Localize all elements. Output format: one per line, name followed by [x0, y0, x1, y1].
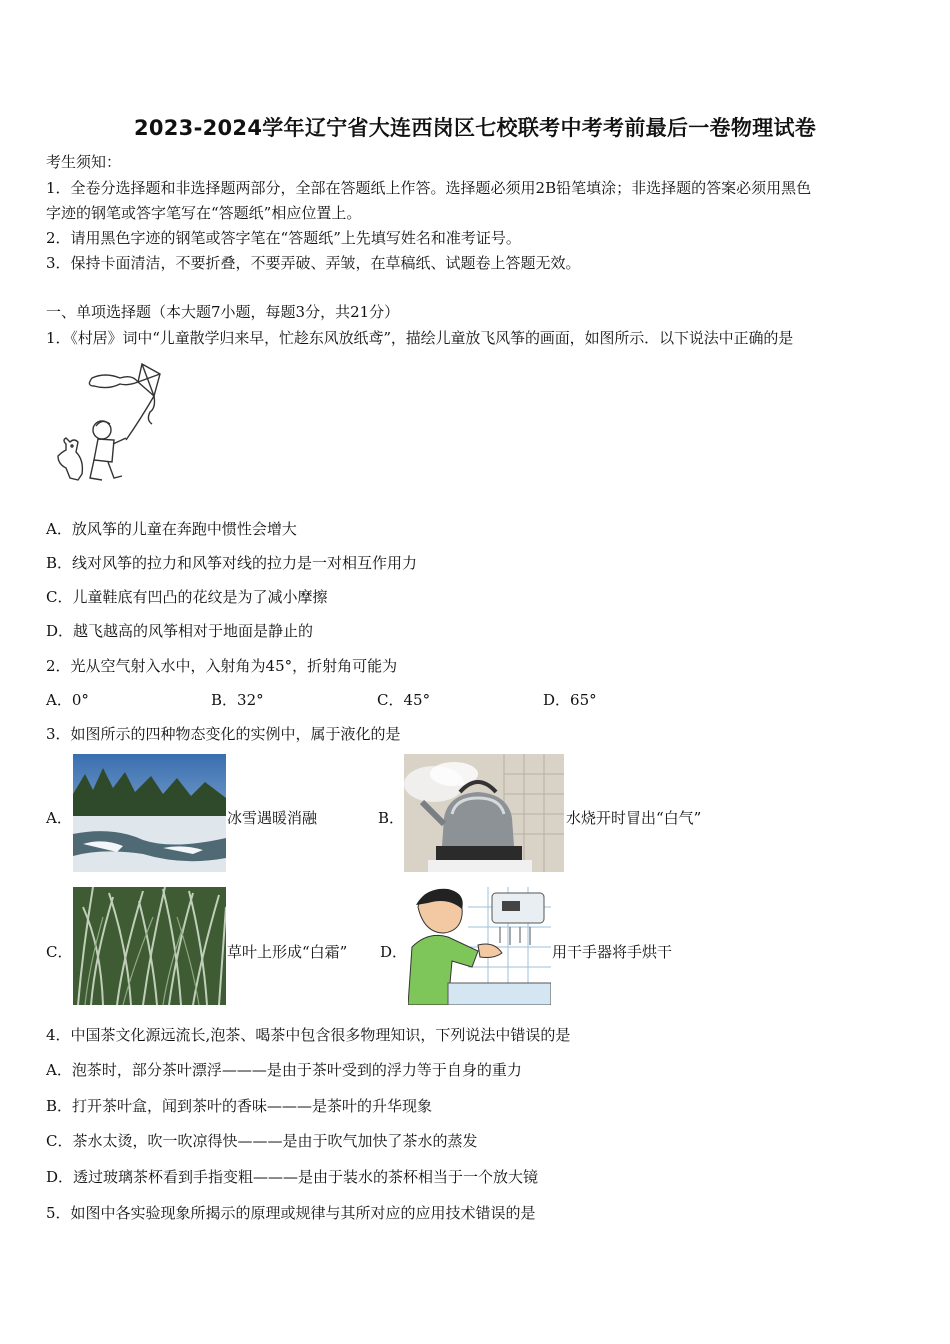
question-3-option-c-letter: C．: [46, 943, 73, 961]
notice-item: 3．保持卡面清洁，不要折叠，不要弄破、弄皱，在草稿纸、试题卷上答题无效。: [46, 254, 581, 272]
section-heading: 一、单项选择题（本大题7小题，每题3分，共21分）: [46, 303, 400, 321]
question-3-option-a-text: 冰雪遇暖消融: [227, 809, 318, 827]
question-3-option-d-text: 用干手器将手烘干: [552, 943, 673, 961]
question-5-stem: 5．如图中各实验现象所揭示的原理或规律与其所对应的应用技术错误的是: [46, 1204, 536, 1222]
question-1-stem: 1．《村居》词中“儿童散学归来早，忙趁东风放纸鸢”，描绘儿童放飞风筝的画面，如图所示．以下说法中正确的是: [46, 329, 794, 347]
notice-heading: 考生须知：: [46, 153, 122, 171]
notice-item: 1．全卷分选择题和非选择题两部分，全部在答题纸上作答。选择题必须用2B铅笔填涂；非选择题的答案必须用黑色: [46, 179, 812, 197]
question-2-option-a: A．0°: [46, 691, 89, 709]
question-3-option-b-text: 水烧开时冒出“白气”: [566, 809, 702, 827]
question-4-option-b: B．打开茶叶盒，闻到茶叶的香味———是茶叶的升华现象: [46, 1097, 433, 1115]
question-3-option-c-text: 草叶上形成“白霜”: [227, 943, 348, 961]
boiling-kettle-photo: [404, 754, 564, 872]
notice-item: 2．请用黑色字迹的钢笔或答字笔在“答题纸”上先填写姓名和准考证号。: [46, 229, 521, 247]
question-1-option-a: A．放风筝的儿童在奔跑中惯性会增大: [46, 520, 297, 538]
question-2-stem: 2．光从空气射入水中，入射角为45°，折射角可能为: [46, 657, 398, 675]
question-3-option-d-letter: D．: [380, 943, 408, 961]
question-1-option-b: B．线对风筝的拉力和风筝对线的拉力是一对相互作用力: [46, 554, 418, 572]
question-3-stem: 3．如图所示的四种物态变化的实例中，属于液化的是: [46, 725, 401, 743]
question-4-option-a: A．泡茶时，部分茶叶漂浮———是由于茶叶受到的浮力等于自身的重力: [46, 1061, 522, 1079]
kite-child-illustration: [50, 360, 175, 490]
notice-item: 字迹的钢笔或答字笔写在“答题纸”相应位置上。: [46, 204, 362, 222]
question-4-option-d: D．透过玻璃茶杯看到手指变粗———是由于装水的茶杯相当于一个放大镜: [46, 1168, 539, 1186]
hand-dryer-illustration: [408, 887, 551, 1005]
melting-snow-photo: [73, 754, 226, 872]
question-2-option-c: C．45°: [377, 691, 431, 709]
question-2-option-d: D．65°: [543, 691, 597, 709]
question-4-stem: 4．中国茶文化源远流长,泡茶、喝茶中包含很多物理知识，下列说法中错误的是: [46, 1026, 571, 1044]
question-3-option-a-letter: A．: [46, 809, 72, 827]
question-3-option-b-letter: B．: [378, 809, 405, 827]
question-1-option-d: D．越飞越高的风筝相对于地面是静止的: [46, 622, 314, 640]
page-title: 2023-2024学年辽宁省大连西岗区七校联考中考考前最后一卷物理试卷: [133, 116, 817, 140]
question-4-option-c: C．茶水太烫，吹一吹凉得快———是由于吹气加快了茶水的蒸发: [46, 1132, 478, 1150]
question-1-option-c: C．儿童鞋底有凹凸的花纹是为了减小摩擦: [46, 588, 328, 606]
frost-grass-photo: [73, 887, 226, 1005]
question-2-option-b: B．32°: [211, 691, 264, 709]
